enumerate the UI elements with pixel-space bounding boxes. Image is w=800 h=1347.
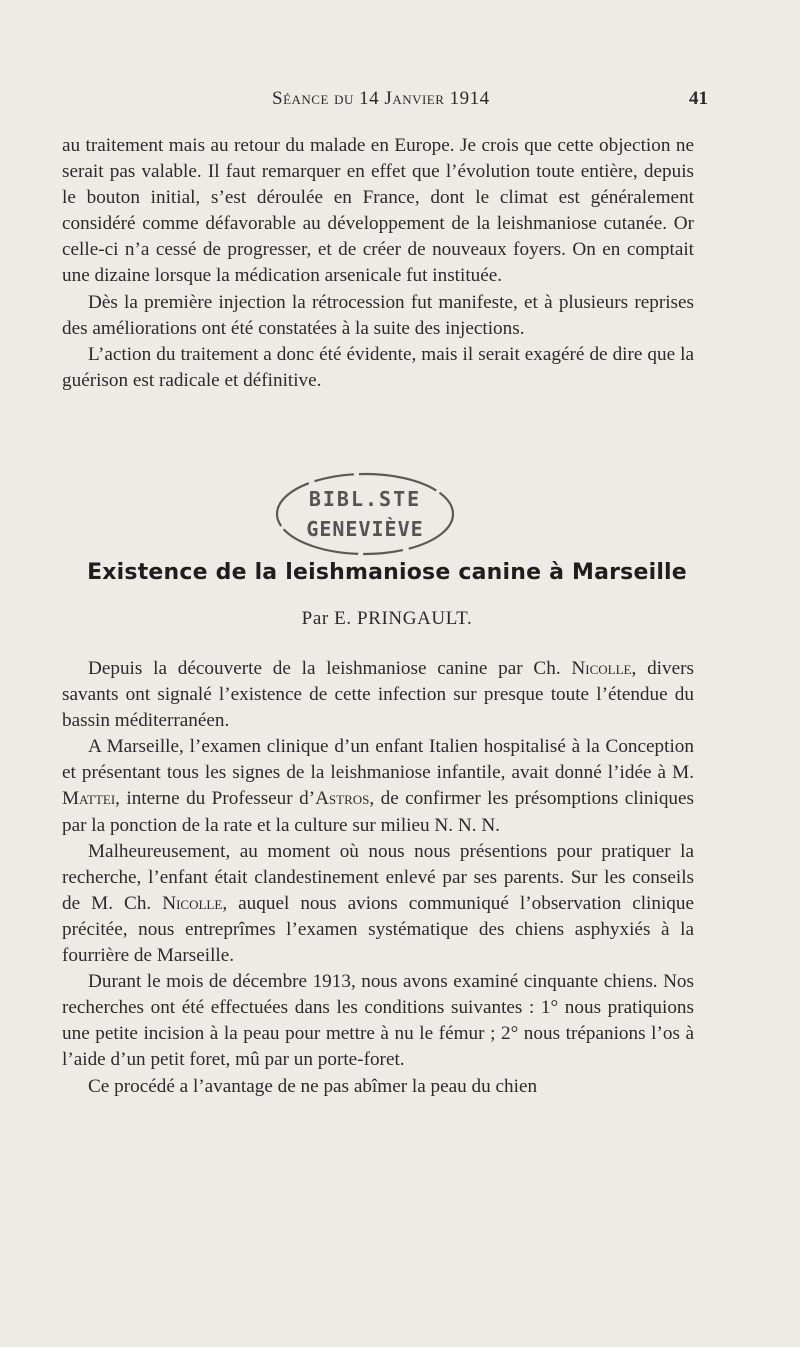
stamp-line-1: BIBL.STE	[308, 487, 422, 511]
author-reference: Nicolle	[571, 658, 632, 679]
text-run: A Marseille, l’examen clinique d’un enfant Italien hospitalisé à la Conception et présentant tous les signes de la leishmaniose infantile, avait donné l’idée à M.	[62, 736, 694, 784]
paragraph: Durant le mois de décembre 1913, nous avons examiné cinquante chiens. Nos recherches ont été effectuées dans les conditions suivantes : 1° nous pratiquions une petite incision à la peau pour mettre à nu le fémur ; 2° nous trépanions l’os à l’aide d’un petit foret, mû par un porte-foret.	[62, 971, 694, 1071]
author-reference: Astros	[315, 788, 370, 810]
text-run: , de confirmer les présomptions cliniques par la ponction de la rate et la culture sur milieu N. N. N.	[62, 788, 694, 836]
paragraph: Ce procédé a l’avantage de ne pas abîmer la peau du chien	[88, 1075, 538, 1097]
text-run: Depuis la découverte de la leishmaniose canine par Ch.	[88, 658, 572, 679]
byline-prefix: Par	[301, 608, 335, 629]
page-header	[88, 88, 708, 114]
text-run: , interne du Professeur d’	[115, 788, 316, 810]
running-title: Séance du 14 Janvier 1914	[272, 88, 490, 109]
text-run: , auquel nous avions communiqué l’observation clinique précitée, nous entreprîmes l’examen systématique des chiens asphyxiés à la fourrière de Marseille.	[62, 892, 695, 967]
article-body	[62, 656, 694, 1100]
library-stamp	[270, 468, 460, 558]
text-run: Malheureusement, au moment où nous nous présentions pour pratiquer la recherche, l’enfant était clandestinement enlevé par ses parents. Sur les conseils de M. Ch.	[62, 840, 694, 914]
author-reference: Mattei	[62, 788, 116, 810]
author-name: E. PRINGAULT.	[334, 608, 473, 629]
byline	[62, 608, 712, 630]
paragraph: Dès la première injection la rétrocession fut manifeste, et à plusieurs reprises des améliorations ont été constatées à la suite des injections.	[62, 291, 694, 339]
paragraph	[62, 839, 694, 969]
paragraph	[62, 734, 694, 838]
page-number: 41	[689, 88, 708, 109]
stamp-line-2: GENEVIÈVE	[306, 517, 424, 541]
author-reference: Nicolle	[162, 892, 223, 914]
paragraph: au traitement mais au retour du malade en Europe. Je crois que cette objection ne serait pas valable. Il faut remarquer en effet que l’évolution toute entière, depuis le bouton initial, s’est déroulée en France, dont le climat est généralement considéré comme défavorable au développement de la leishmaniose cutanée. Or celle-ci n’a cessé de progresser, et de créer de nouveaux foyers. On en comptait une dizaine lorsque la médication arsenicale fut instituée.	[62, 135, 694, 287]
continued-text	[62, 133, 694, 394]
paragraph: L’action du traitement a donc été évidente, mais il serait exagéré de dire que la guérison est radicale et définitive.	[62, 343, 694, 391]
text-run: , divers savants ont signalé l’existence de cette infection sur presque toute l’étendue du bassin méditerranéen.	[62, 658, 694, 732]
paragraph	[62, 656, 694, 734]
article-title: Existence de la leishmaniose canine à Marseille	[87, 560, 687, 585]
